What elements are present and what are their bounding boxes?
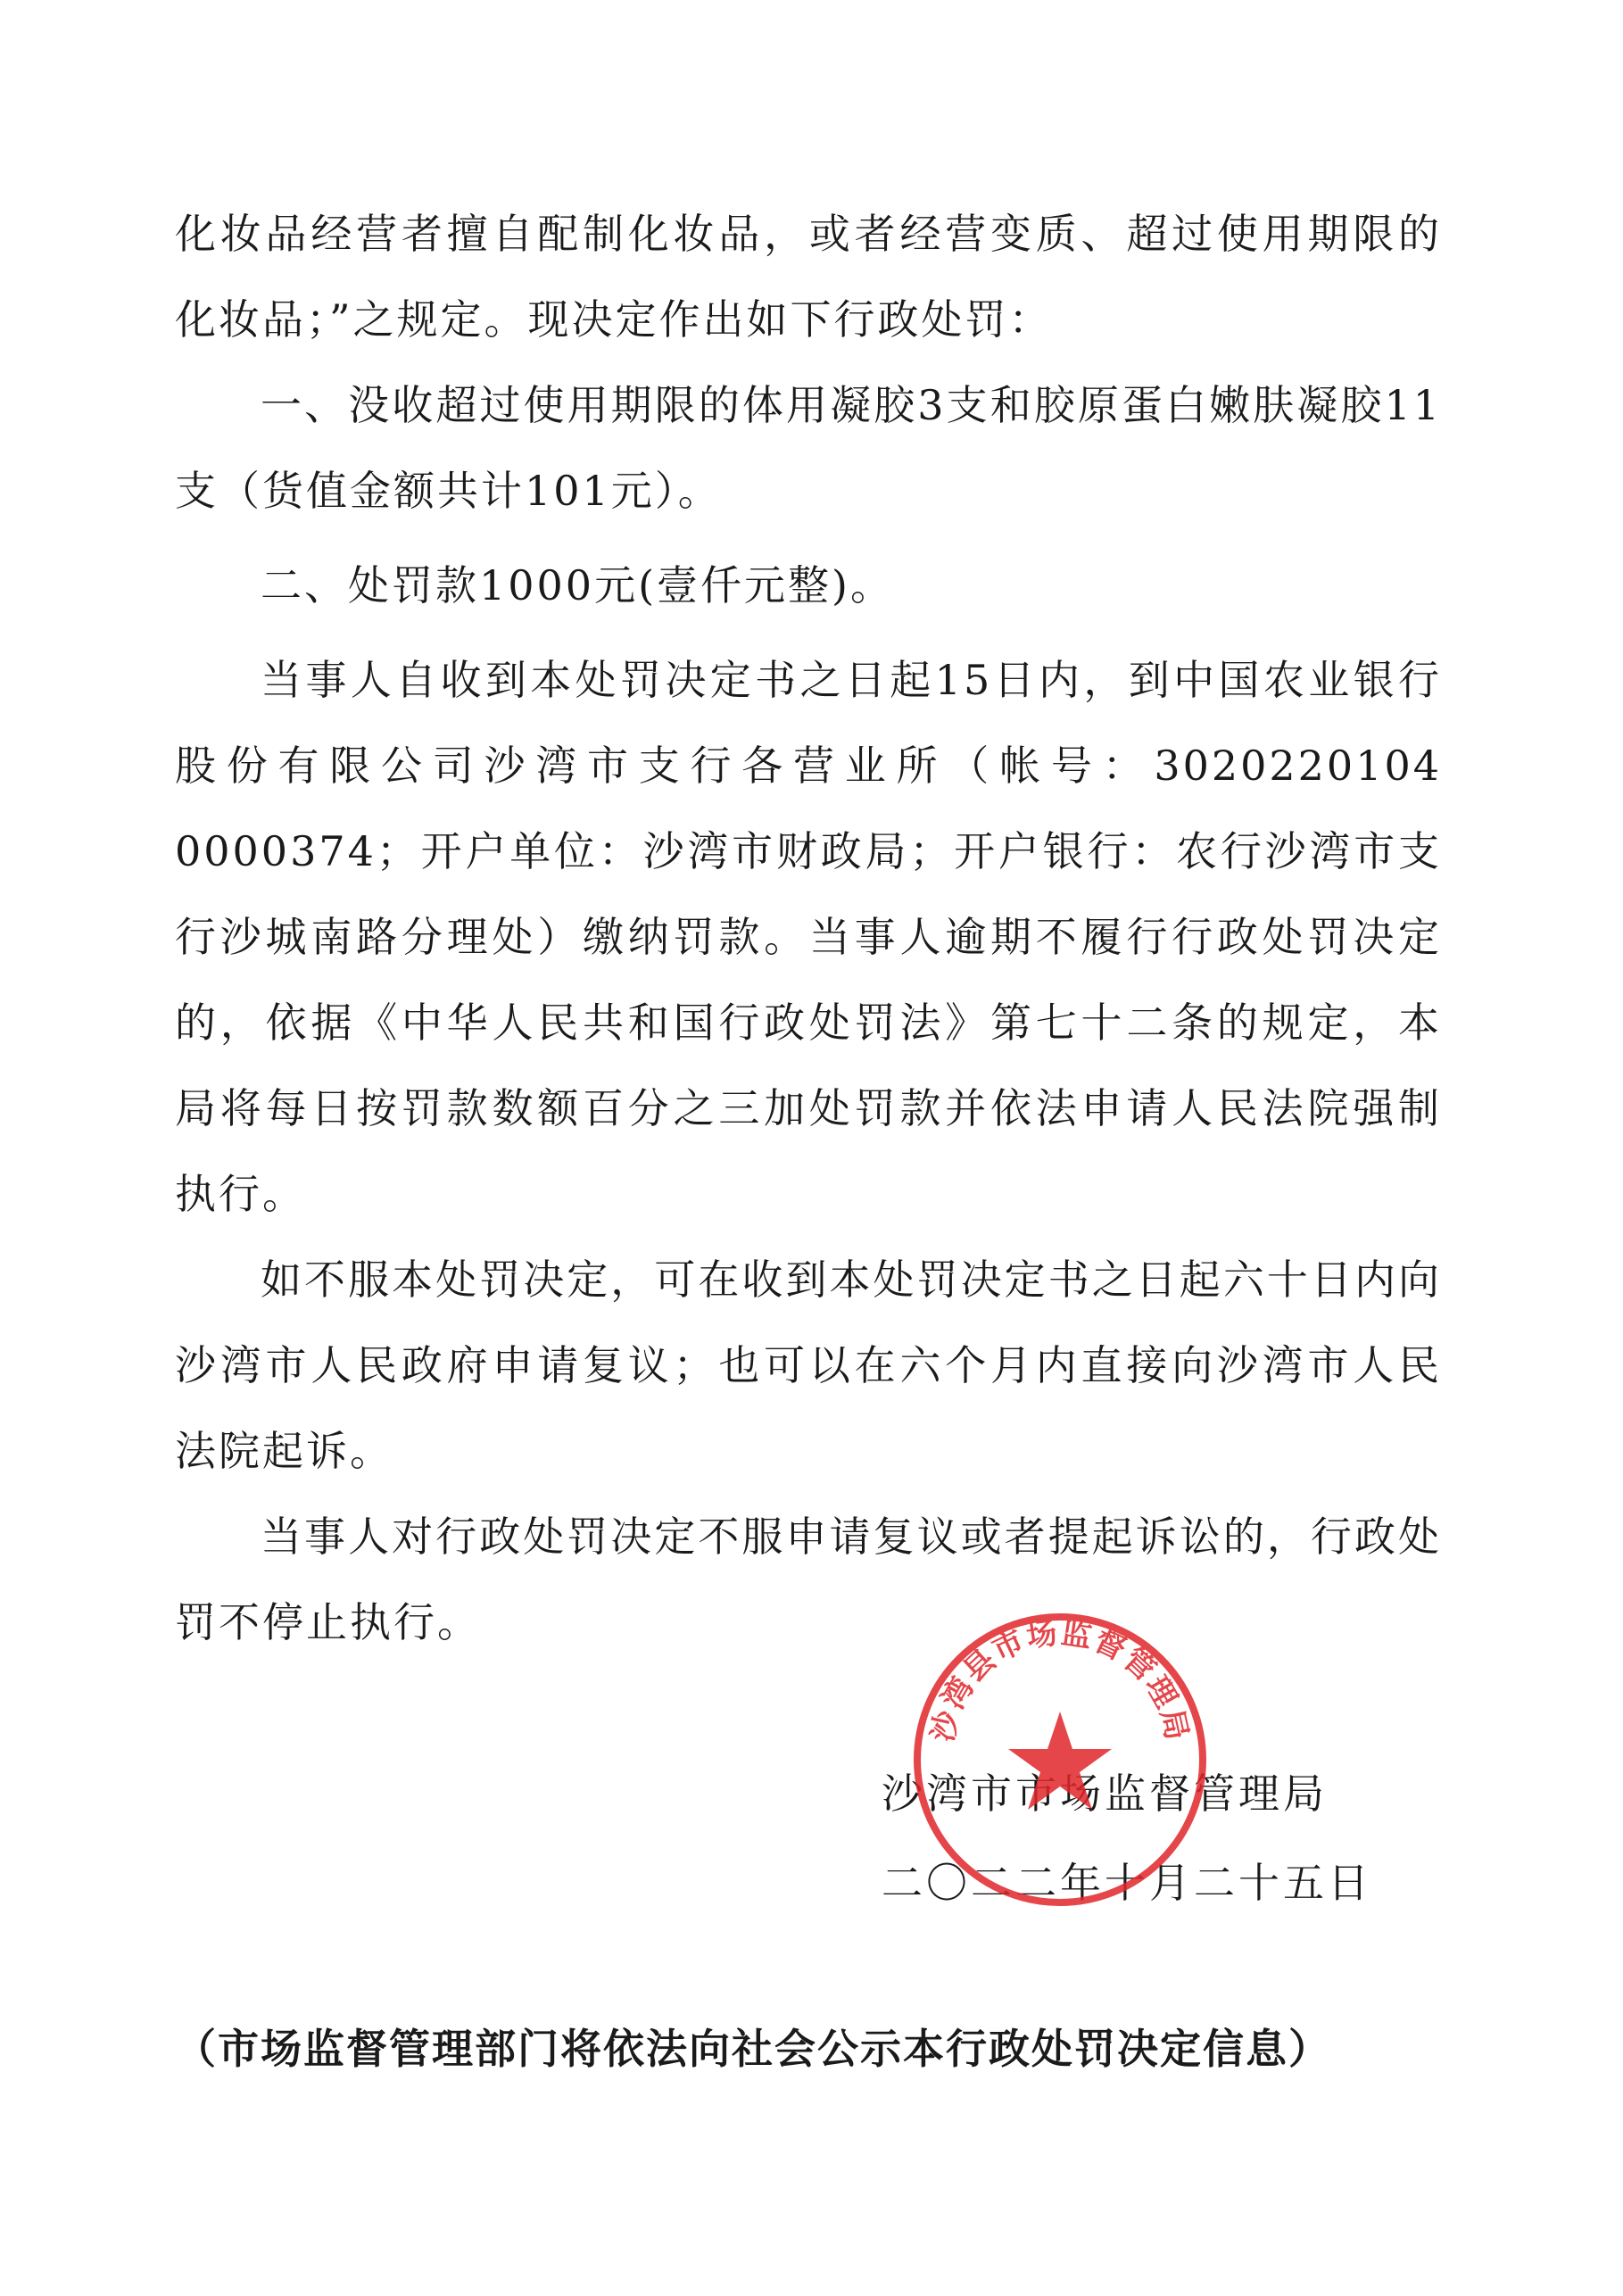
official-seal-stamp	[907, 1606, 1213, 1913]
signing-authority: 沙湾市市场监督管理局	[882, 1770, 1328, 1818]
paragraph-penalty-fine: 二、处罚款1000元(壹仟元整)。	[261, 561, 894, 609]
public-disclosure-note: （市场监督管理部门将依法向社会公示本行政处罚决定信息）	[175, 2025, 1331, 2073]
paragraph-no-suspension: 当事人对行政处罚决定不服申请复议或者提起诉讼的，行政处罚不停止执行。	[175, 1513, 1442, 1646]
seal-arc-text: 沙湾县市场监督管理局	[924, 1615, 1196, 1745]
paragraph-appeal-rights: 如不服本处罚决定，可在收到本处罚决定书之日起六十日内向沙湾市人民政府申请复议；也可以在六个月内直接向沙湾市人民法院起诉。	[175, 1256, 1442, 1475]
document-body	[175, 191, 1442, 1665]
paragraph-penalty-confiscation: 一、没收超过使用期限的体用凝胶3支和胶原蛋白嫩肤凝胶11支（货值金额共计101元）。	[175, 381, 1442, 515]
paragraph-payment-instructions: 当事人自收到本处罚决定书之日起15日内，到中国农业银行股份有限公司沙湾市支行各营业所（帐号：3020220104 0000374；开户单位：沙湾市财政局；开户银行：农行沙湾市支行沙城南路分理处）缴纳罚款。当事人逾期不履行行政处罚决定的，依据《中华人民共和国行政处罚法》第七十二条的规定，本局将每日按罚款数额百分之三加处罚款并依法申请人民法院强制执行。	[175, 656, 1442, 1218]
seal-star-icon	[1008, 1712, 1112, 1810]
paragraph-legal-basis: 化妆品经营者擅自配制化妆品，或者经营变质、超过使用期限的化妆品；”之规定。现决定作出如下行政处罚：	[175, 210, 1442, 344]
signing-date: 二〇二二年十月二十五日	[882, 1859, 1372, 1907]
